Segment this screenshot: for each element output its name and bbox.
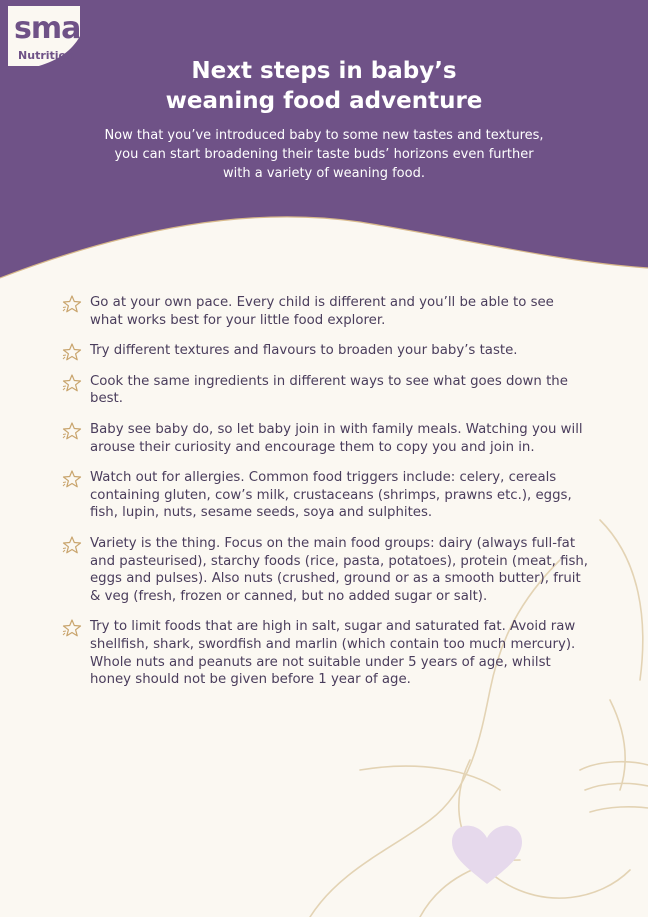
tip-item-4 (62, 421, 590, 456)
title-line-1: Next steps in baby’s (191, 58, 457, 84)
tip-text: Variety is the thing. Focus on the main food groups: dairy (always full-fat and pasteurised), starchy foods (rice, pasta, potatoes), protein (meat, fish, eggs and pulses). Also nuts (crushed, ground or as a smooth butter), fruit & veg (fresh, frozen or canned, but no added sugar or salt). (90, 535, 589, 604)
tip-item-6 (62, 535, 590, 605)
star-icon (62, 374, 82, 392)
tips-list (62, 294, 590, 689)
star-icon (62, 422, 82, 440)
tip-text: Try different textures and flavours to broaden your baby’s taste. (90, 343, 518, 359)
star-icon (62, 619, 82, 637)
sma-nutrition-logo (8, 6, 80, 66)
title-line-2: weaning food adventure (165, 88, 483, 114)
tip-text: Cook the same ingredients in different ways to see what goes down the best. (90, 373, 568, 407)
intro-text: Now that you’ve introduced baby to some new tastes and textures, you can start broadening their taste buds’ horizons even further with a variety of weaning food. (104, 128, 544, 181)
tip-text: Try to limit foods that are high in salt, sugar and saturated fat. Avoid raw shellfish, shark, swordfish and marlin (which contain too much mercury). Whole nuts and peanuts are not suitable under 5 years of age, whilst honey should not be given before 1 year of age. (90, 619, 576, 688)
star-icon (62, 343, 82, 361)
tip-item-1 (62, 294, 590, 329)
logo-wordmark: sma (14, 11, 81, 46)
tip-text: Watch out for allergies. Common food triggers include: celery, cereals containing gluten, cow’s milk, crustaceans (shrimps, prawns etc.), eggs, fish, lupin, nuts, sesame seeds, soya and sulphites. (90, 470, 572, 521)
page-title (84, 56, 564, 116)
tip-item-5 (62, 469, 590, 522)
star-icon (62, 536, 82, 554)
tip-text: Baby see baby do, so let baby join in with family meals. Watching you will arouse their curiosity and encourage them to copy you and join in. (90, 421, 583, 455)
heart-icon (452, 826, 522, 884)
tip-item-3 (62, 373, 590, 408)
logo-subtitle: Nutrition (18, 49, 74, 62)
star-icon (62, 295, 82, 313)
tip-item-2 (62, 342, 590, 360)
tip-item-7 (62, 618, 590, 688)
tip-text: Go at your own pace. Every child is different and you’ll be able to see what works best for your little food explorer. (90, 295, 554, 328)
star-icon (62, 470, 82, 488)
